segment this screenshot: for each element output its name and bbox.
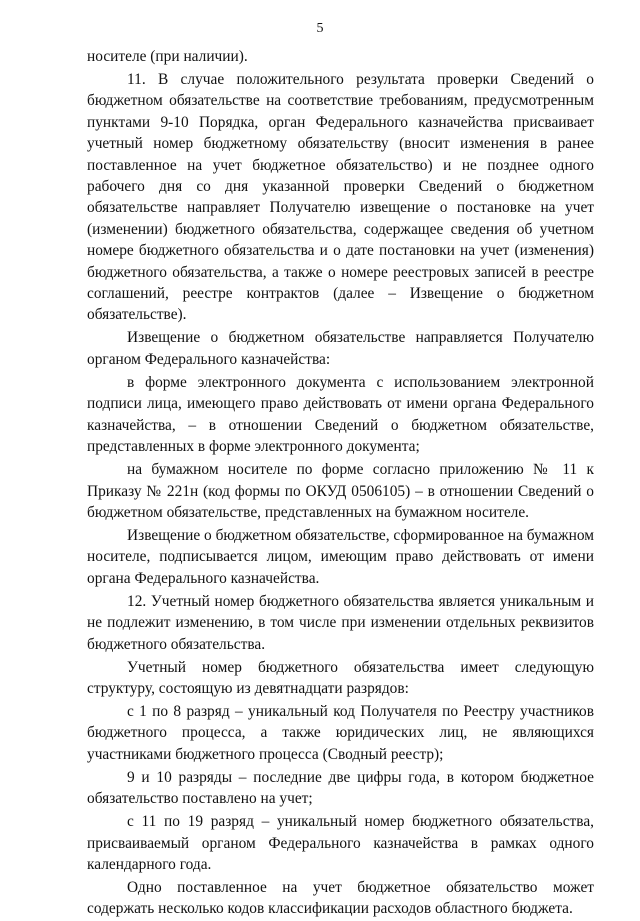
paragraph-classification-codes: Одно поставленное на учет бюджетное обязательство может содержать несколько кодов классификации расходов областного бюджета. [87,878,594,918]
paragraph-continuation: носителе (при наличии). [87,48,248,65]
document-body [87,46,594,921]
paragraph-digits-11-19: с 11 по 19 разряд – уникальный номер бюджетного обязательства, присваиваемый органом Федерального казначейства в рамках одного календарного года. [87,813,594,873]
paragraph-electronic-form: в форме электронного документа с использованием электронной подписи лица, имеющего право действовать от имени органа Федерального казначейства, – в отношении Сведений о бюджетном обязательстве, представленных в форме электронного документа; [87,373,594,456]
paragraph-digits-1-8: с 1 по 8 разряд – уникальный код Получателя по Реестру участников бюджетного процесса, а также юридических лиц, не являющихся участниками бюджетного процесса (Сводный реестр); [87,702,594,763]
paragraph-item-11: 11. В случае положительного результата проверки Сведений о бюджетном обязательстве на соответствие требованиям, предусмотренным пунктами 9-10 Порядка, орган Федерального казначейства присваивает учетный номер бюджетному обязательству (вносит изменения в ранее поставленное на учет бюджетное обязательство) и не позднее одного рабочего дня со дня указанной проверки Сведений о бюджетном обязательстве направляет Получателю извещение о постановке на учет (изменении) бюджетного обязательства, содержащее сведения об учетном номере бюджетного обязательства и о дате постановки на учет (изменения) бюджетного обязательства, а также о номере реестровых записей в реестре соглашений, реестре контрактов (далее – Извещение о бюджетном обязательстве). [87,71,594,324]
page-number: 5 [316,21,324,36]
paragraph-digits-9-10: 9 и 10 разряды – последние две цифры года, в котором бюджетное обязательство поставлено на учет; [87,768,594,808]
paragraph-number-structure: Учетный номер бюджетного обязательства имеет следующую структуру, состоящую из девятнадцати разрядов: [87,658,594,697]
paragraph-item-12: 12. Учетный номер бюджетного обязательства является уникальным и не подлежит изменению, в том числе при изменении отдельных реквизитов бюджетного обязательства. [87,592,594,653]
paragraph-paper-signature: Извещение о бюджетном обязательстве, сформированное на бумажном носителе, подписывается лицом, имеющим право действовать от имени органа Федерального казначейства. [87,526,594,587]
paragraph-notice-delivery: Извещение о бюджетном обязательстве направляется Получателю органом Федерального казначейства: [87,329,594,368]
paragraph-paper-form: на бумажном носителе по форме согласно приложению № 11 к Приказу № 221н (код формы по ОКУД 0506105) – в отношении Сведений о бюджетном обязательстве, представленных на бумажном носителе. [87,461,594,521]
